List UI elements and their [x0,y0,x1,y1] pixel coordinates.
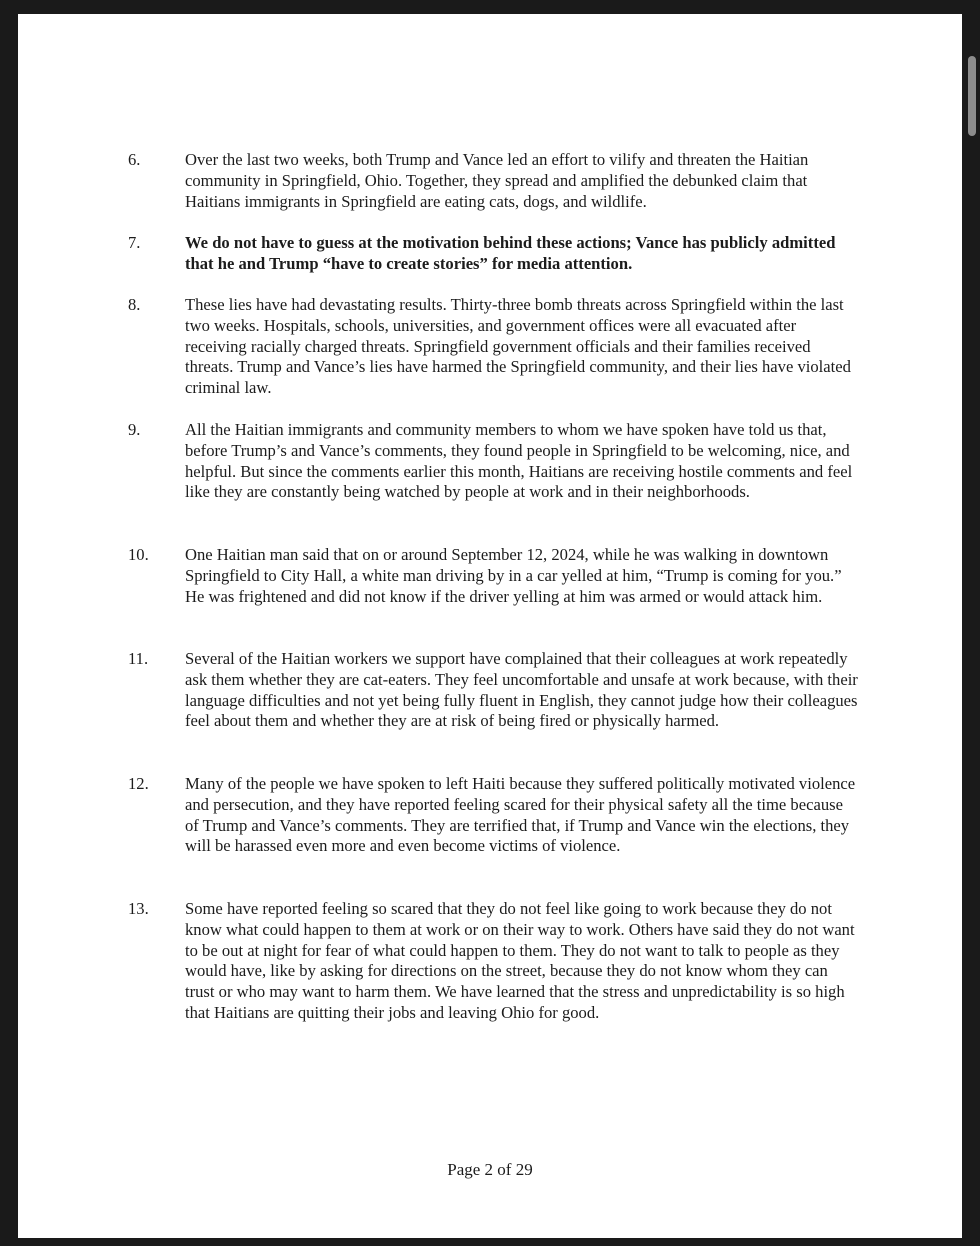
paragraph-text: All the Haitian immigrants and community members to whom we have spoken have told us that, before Trump’s and Vance’s comments, they found people in Springfield to be welcoming, nice, and helpful. But since the comments earlier this month, Haitians are receiving hostile comments and feel like they are constantly being watched by people at work and in their neighborhoods. [185,420,853,502]
paragraph-text: Some have reported feeling so scared that they do not feel like going to work because they do not know what could happen to them at work or on their way to work. Others have said they do not want to be out at night for fear of what could happen to them. They do not want to talk to people as they would have, like by asking for directions on the street, because they do not know whom they can trust or who may want to harm them. We have learned that the stress and unpredictability is so high that Haitians are quitting their jobs and leaving Ohio for good. [185,899,855,1022]
paragraph-12 [128,774,858,857]
paragraph-7 [128,233,858,275]
paragraph-text: These lies have had devastating results. Thirty-three bomb threats across Springfield within the last two weeks. Hospitals, schools, universities, and government offices were all evacuated after receiving racially charged threats. Springfield government officials and their families received threats. Trump and Vance’s lies have harmed the Springfield community, and their lies have violated criminal law. [185,295,851,398]
paragraph-text: Several of the Haitian workers we support have complained that their colleagues at work repeatedly ask them whether they are cat-eaters. They feel uncomfortable and unsafe at work because, with their language difficulties and not yet being fully fluent in English, they cannot judge how their colleagues feel about them and whether they are at risk of being fired or physically harmed. [185,649,858,731]
paragraph-11 [128,649,858,732]
paragraph-text: We do not have to guess at the motivation behind these actions; Vance has publicly admitted that he and Trump “have to create stories” for media attention. [185,233,836,273]
paragraph-9 [128,420,858,503]
paragraph-number: 7. [128,233,141,252]
paragraph-text: Many of the people we have spoken to left Haiti because they suffered politically motivated violence and persecution, and they have reported feeling scared for their physical safety all the time because of Trump and Vance’s comments. They are terrified that, if Trump and Vance win the elections, they will be harassed even more and even become victims of violence. [185,774,856,856]
paragraph-13 [128,899,858,1024]
paragraph-number: 11. [128,649,149,668]
paragraph-number: 9. [128,420,141,439]
document-page [18,14,962,1238]
paragraph-number: 13. [128,899,149,918]
paragraph-10 [128,545,858,607]
paragraph-number: 10. [128,545,149,564]
paragraph-number: 12. [128,774,149,793]
paragraph-number: 8. [128,295,141,314]
page-number-footer: Page 2 of 29 [447,1160,533,1179]
scrollbar-track[interactable] [962,0,980,1246]
paragraph-8 [128,295,858,399]
paragraph-text: One Haitian man said that on or around September 12, 2024, while he was walking in downtown Springfield to City Hall, a white man driving by in a car yelled at him, “Trump is coming for you.” He was frightened and did not know if the driver yelling at him was armed or would attack him. [185,545,842,606]
paragraph-6 [128,150,858,212]
scrollbar-thumb[interactable] [968,56,976,136]
paragraph-number: 6. [128,150,141,169]
paragraph-text: Over the last two weeks, both Trump and Vance led an effort to vilify and threaten the Haitian community in Springfield, Ohio. Together, they spread and amplified the debunked claim that Haitians immigrants in Springfield are eating cats, dogs, and wildlife. [185,150,809,211]
